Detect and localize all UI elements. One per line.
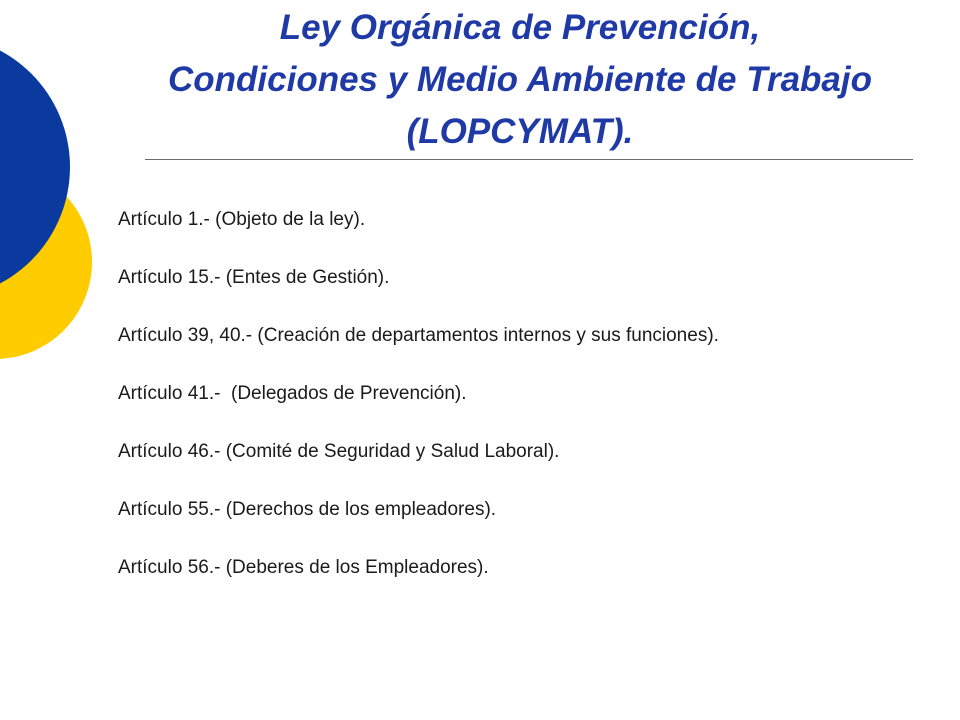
title-underline <box>145 159 913 160</box>
article-item-55: Artículo 55.- (Derechos de los empleadores). <box>118 499 497 520</box>
article-item-46: Artículo 46.- (Comité de Seguridad y Salud Laboral). <box>118 441 560 462</box>
title-line-3: (LOPCYMAT). <box>406 112 634 151</box>
article-item-39-40: Artículo 39, 40.- (Creación de departamentos internos y sus funciones). <box>118 325 719 346</box>
article-list <box>118 208 719 614</box>
article-item-41: Artículo 41.- (Delegados de Prevención). <box>118 383 467 404</box>
title-line-2: Condiciones y Medio Ambiente de Trabajo <box>168 60 872 99</box>
slide-title <box>60 2 960 158</box>
article-item-1: Artículo 1.- (Objeto de la ley). <box>118 209 366 230</box>
article-item-15: Artículo 15.- (Entes de Gestión). <box>118 267 390 288</box>
title-line-1: Ley Orgánica de Prevención, <box>279 8 761 47</box>
article-item-56: Artículo 56.- (Deberes de los Empleadores). <box>118 557 489 578</box>
